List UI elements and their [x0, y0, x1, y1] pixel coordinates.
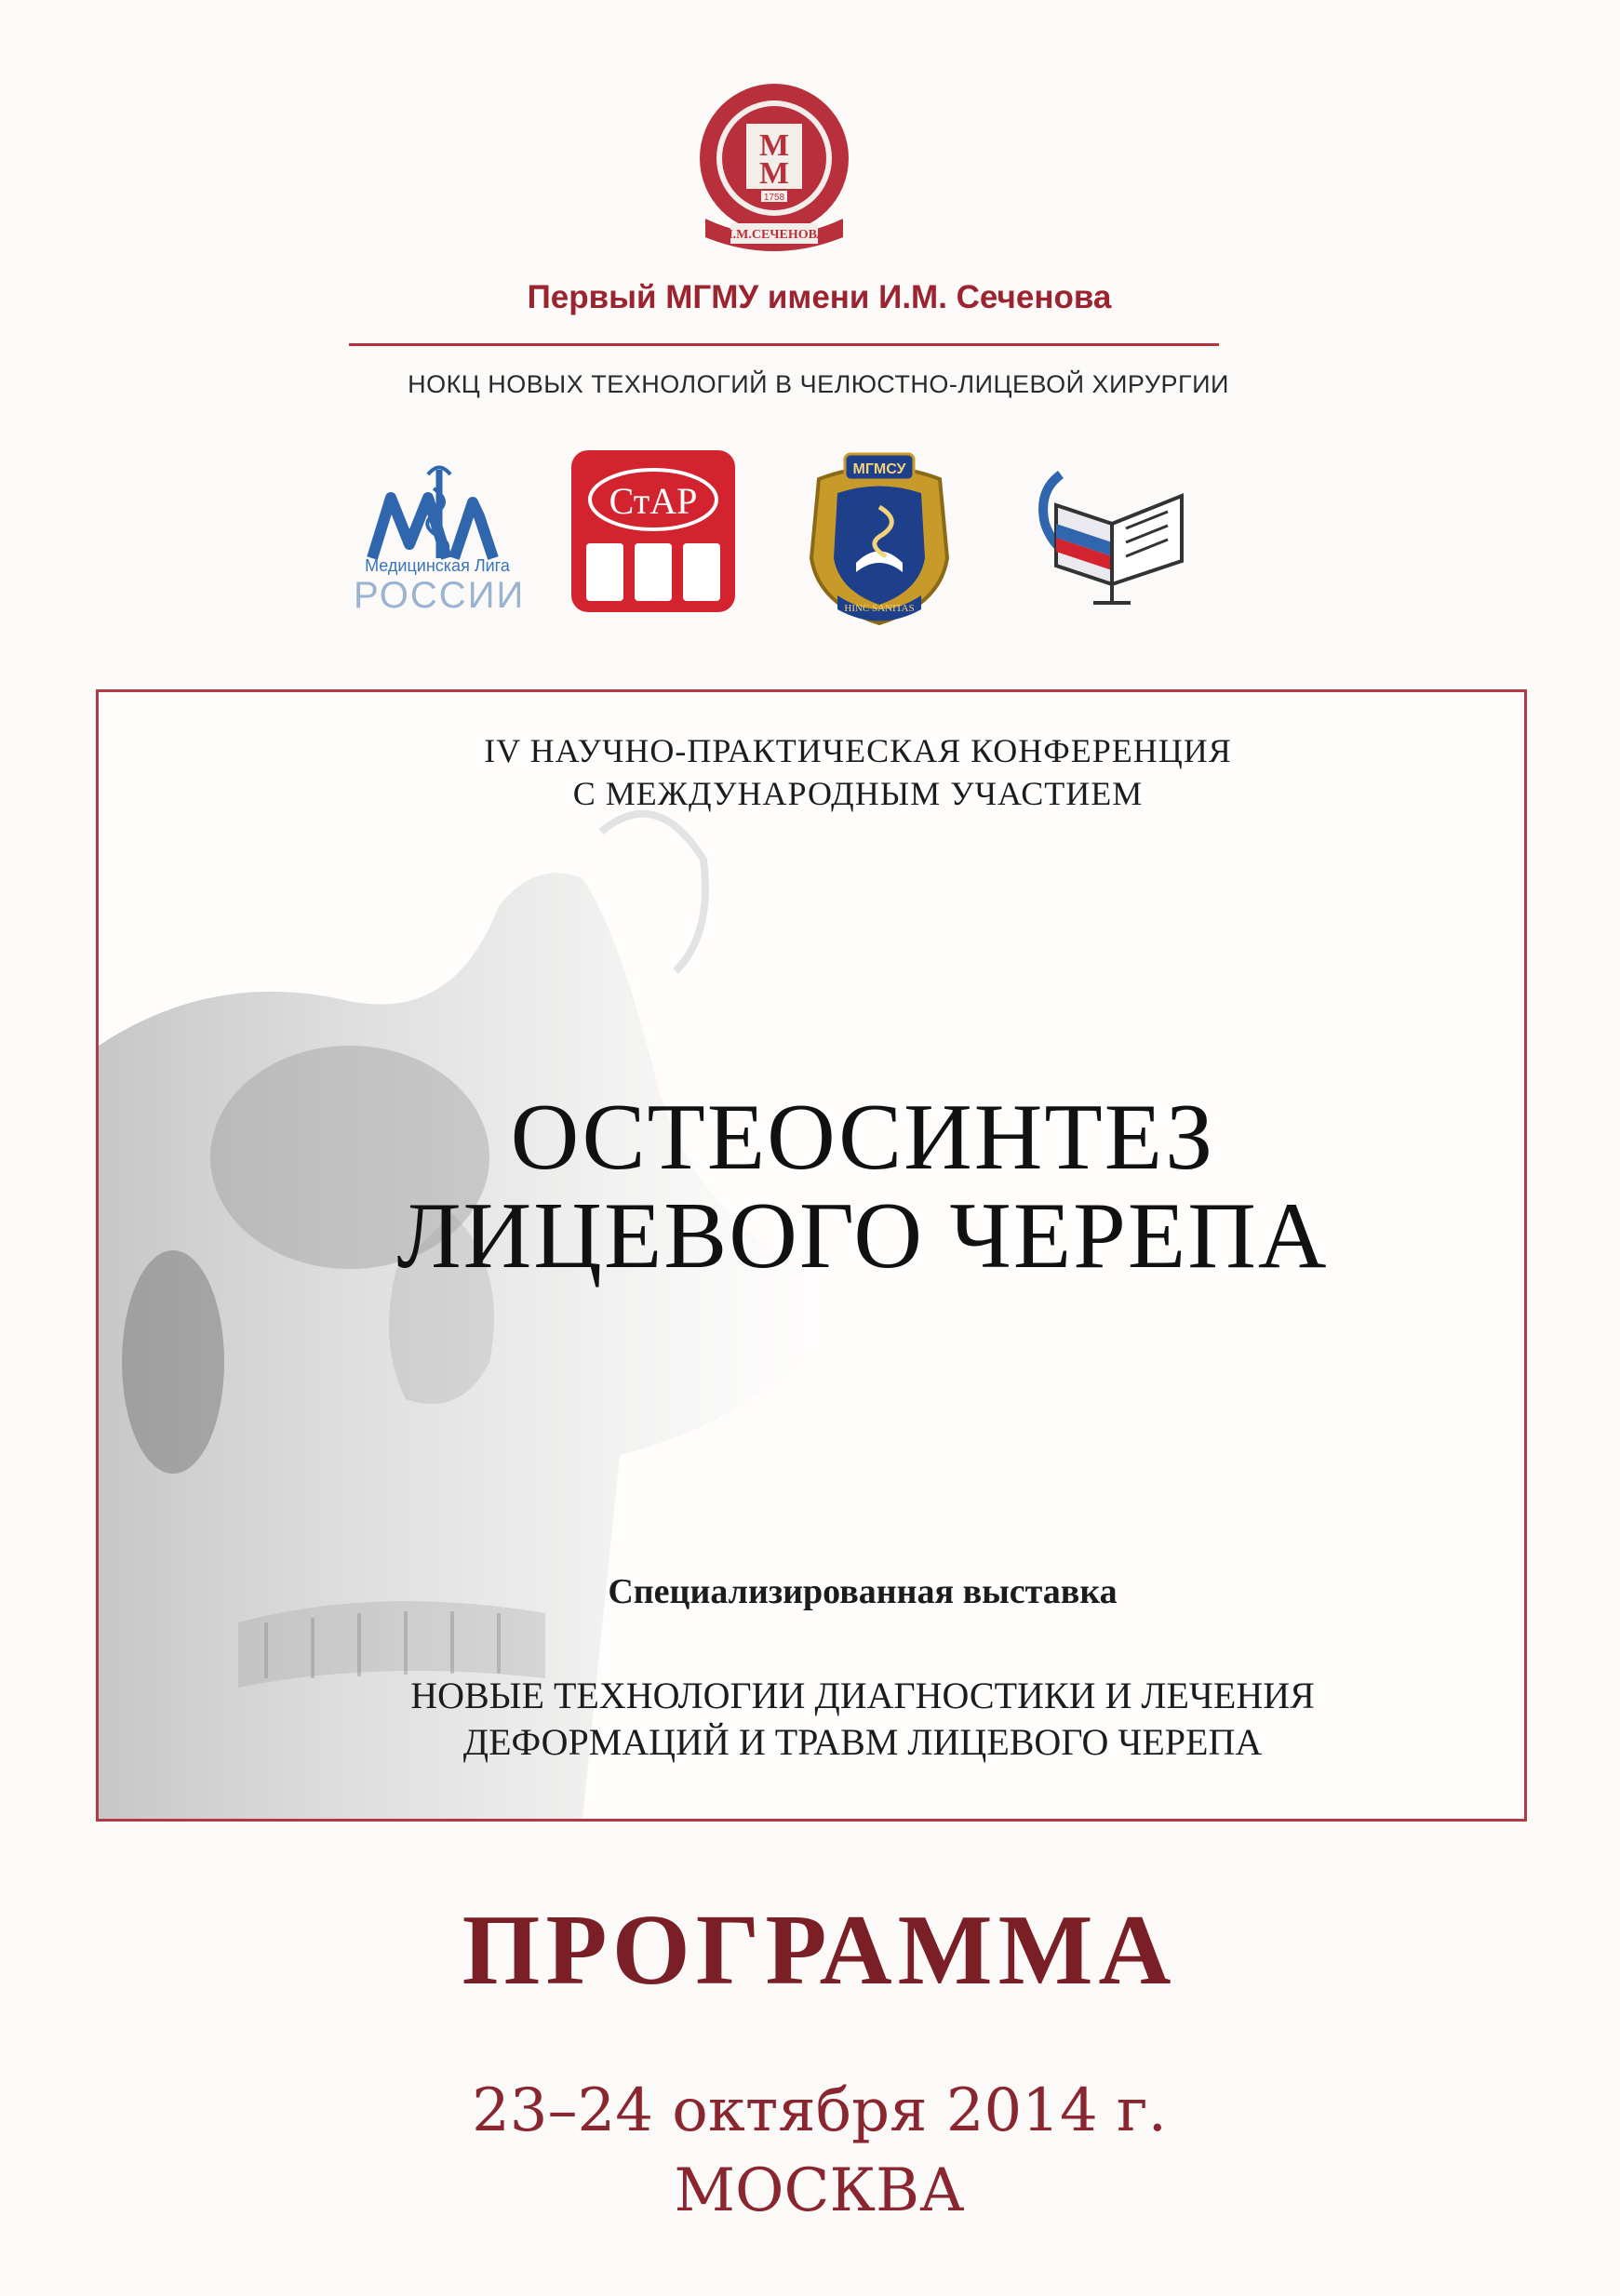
open-book-flag-logo	[1028, 454, 1196, 610]
header-divider	[349, 343, 1219, 346]
svg-text:МГМСУ: МГМСУ	[852, 461, 906, 477]
university-name: Первый МГМУ имени И.М. Сеченова	[527, 279, 1112, 315]
svg-text:М: М	[758, 128, 790, 163]
conference-title-line-1: IV НАУЧНО-ПРАКТИЧЕСКАЯ КОНФЕРЕНЦИЯ	[484, 732, 1232, 769]
svg-text:1758: 1758	[763, 193, 785, 203]
medical-league-country: РОССИИ	[354, 575, 526, 616]
conference-title-line-2: С МЕЖДУНАРОДНЫМ УЧАСТИЕМ	[572, 775, 1144, 812]
exhibition-label: Специализированная выставка	[608, 1572, 1118, 1611]
svg-text:HINC SANITAS: HINC SANITAS	[844, 603, 915, 614]
university-seal-logo	[689, 79, 861, 260]
exhibition-title-line-2: ДЕФОРМАЦИЙ И ТРАВМ ЛИЦЕВОГО ЧЕРЕПА	[462, 1721, 1263, 1763]
event-city: МОСКВА	[674, 2156, 965, 2225]
svg-text:И.М.СЕЧЕНОВА: И.М.СЕЧЕНОВА	[722, 228, 826, 242]
main-title-line-1: ОСТЕОСИНТЕЗ	[510, 1085, 1215, 1190]
medical-league-label: Медицинская Лига	[365, 556, 510, 575]
conference-frame	[96, 689, 1527, 1822]
svg-text:СтАР: СтАР	[609, 480, 698, 522]
center-name: НОКЦ НОВЫХ ТЕХНОЛОГИЙ В ЧЕЛЮСТНО-ЛИЦЕВОЙ ХИРУРГИИ	[408, 370, 1229, 398]
exhibition-title-line-1: НОВЫЕ ТЕХНОЛОГИИ ДИАГНОСТИКИ И ЛЕЧЕНИЯ	[410, 1675, 1315, 1716]
program-heading: ПРОГРАММА	[462, 1895, 1177, 2006]
event-dates: 23–24 октября 2014 г.	[472, 2076, 1167, 2145]
svg-text:М: М	[758, 156, 790, 191]
mgmsu-emblem-logo	[800, 437, 958, 628]
main-title-line-2: ЛИЦЕВОГО ЧЕРЕПА	[396, 1183, 1329, 1288]
star-society-logo	[569, 448, 737, 614]
